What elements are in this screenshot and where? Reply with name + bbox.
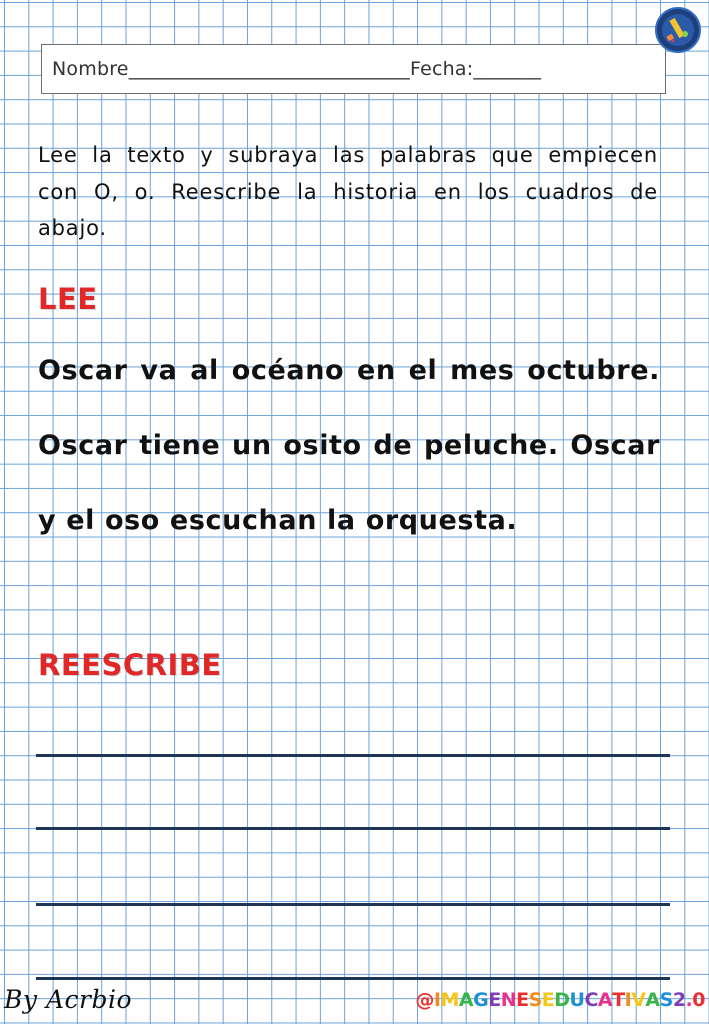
watermark-letter: A (645, 989, 660, 1011)
writing-line[interactable] (36, 827, 670, 830)
pencil-logo-icon (654, 6, 702, 54)
watermark-letter: V (631, 989, 646, 1011)
watermark-letter: I (433, 989, 441, 1011)
watermark-letter: C (584, 989, 598, 1011)
watermark-letter: S (659, 989, 673, 1011)
watermark-letter: E (516, 989, 529, 1011)
writing-line[interactable] (36, 754, 670, 757)
watermark-text (415, 989, 705, 1011)
watermark-letter: E (488, 989, 501, 1011)
name-date-box (41, 44, 666, 94)
writing-line[interactable] (36, 977, 670, 980)
author-signature: By Acrbio (4, 985, 132, 1014)
watermark-letter: @ (415, 989, 434, 1011)
watermark-letter: N (500, 989, 517, 1011)
watermark-letter: E (541, 989, 555, 1011)
rewrite-section-title: REESCRIBE (38, 648, 222, 682)
story-line-1: Oscar va al océano en el mes octubre. (38, 355, 660, 386)
watermark-letter: 0 (692, 989, 705, 1011)
watermark-letter: D (554, 989, 570, 1011)
date-label: Fecha: (410, 58, 474, 80)
story-line-3: y el oso escuchan la orquesta. (38, 505, 518, 536)
date-blank-line[interactable]: _______ (473, 58, 542, 80)
name-label: Nombre (52, 58, 129, 80)
story-line-2: Oscar tiene un osito de peluche. Oscar (38, 430, 660, 461)
watermark-letter: 2 (672, 989, 686, 1011)
name-blank-line[interactable]: _____________________________ (128, 58, 411, 80)
watermark-letter: T (612, 989, 625, 1011)
watermark-letter: G (473, 989, 489, 1011)
watermark-letter: U (569, 989, 585, 1011)
watermark-letter: A (597, 989, 613, 1011)
watermark-letter: S (528, 989, 542, 1011)
instructions-text: Lee la texto y subraya las palabras que empiecen con O, o. Reescribe la historia en los cuadros de abajo. (38, 143, 658, 240)
writing-line[interactable] (36, 903, 670, 906)
watermark-letter: A (458, 989, 474, 1011)
watermark-letter: I (624, 989, 632, 1011)
watermark-letter: M (440, 989, 459, 1011)
read-section-title: LEE (38, 282, 98, 316)
watermark-letter: . (685, 989, 693, 1011)
